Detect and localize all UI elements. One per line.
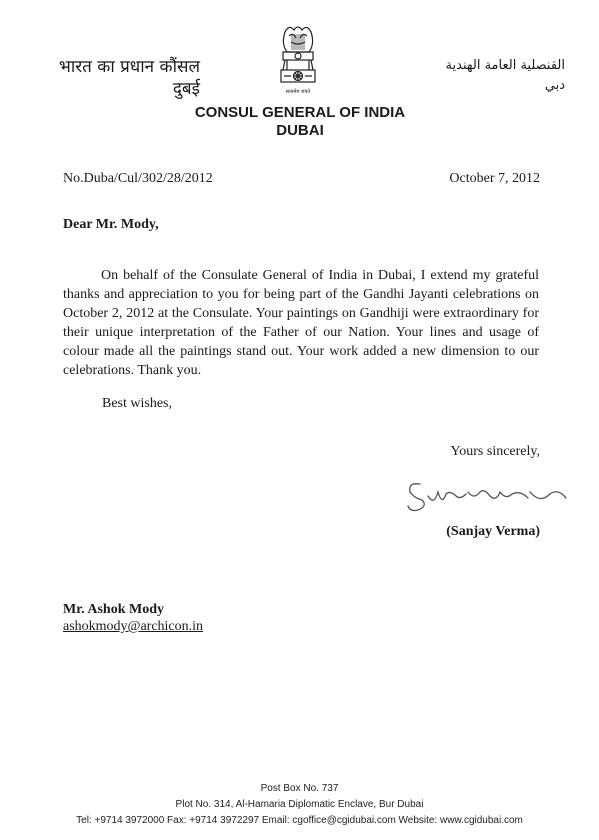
letterhead-title	[150, 104, 450, 140]
arabic-line-1: القنصلية العامة الهندية	[445, 58, 565, 73]
arabic-letterhead	[390, 56, 565, 96]
body-text: On behalf of the Consulate General of India in Dubai, I extend my grateful thanks and appreciation to you for being part of the Gandhi Jayanti celebrations on October 2, 2012 at the Consulate. Your paintings on Gandhiji were extraordinary for their unique interpretation of the Father of our Nation. Your lines and usage of colour made all the paintings stand out. Your work added a new dimension to our celebrations. Thank you.	[63, 268, 539, 378]
hindi-line-1: भारत का प्रधान कौंसल	[58, 57, 200, 77]
letter-body	[63, 266, 539, 380]
footer-contact: Tel: +9714 3972000 Fax: +9714 3972297 Email: cgoffice@cgidubai.com Website: www.cgidubai.com	[76, 815, 523, 826]
hindi-letterhead	[30, 56, 200, 100]
national-emblem-icon	[263, 22, 333, 96]
salutation: Dear Mr. Mody,	[63, 217, 159, 232]
hindi-line-2: दुबई	[172, 79, 200, 99]
footer-post-box: Post Box No. 737	[260, 783, 339, 794]
consul-general-title: CONSUL GENERAL OF INDIA	[194, 104, 406, 121]
recipient-email-block	[63, 617, 203, 636]
recipient-name: Mr. Ashok Mody	[63, 602, 165, 617]
recipient-email-link[interactable]: ashokmody@archicon.in	[63, 619, 204, 634]
city-subtitle: DUBAI	[276, 122, 324, 139]
handwritten-signature	[400, 470, 575, 520]
closing: Yours sincerely,	[450, 444, 540, 459]
arabic-line-2: دبي	[544, 78, 565, 93]
emblem-motto: सत्यमेव जयते	[285, 89, 311, 95]
letter-date: October 7, 2012	[449, 171, 540, 186]
best-wishes: Best wishes,	[102, 396, 172, 411]
reference-number: No.Duba/Cul/302/28/2012	[63, 171, 213, 186]
footer-address: Plot No. 314, Al-Hamaria Diplomatic Enclave, Bur Dubai	[175, 799, 424, 810]
signatory-name: (Sanjay Verma)	[446, 524, 540, 539]
